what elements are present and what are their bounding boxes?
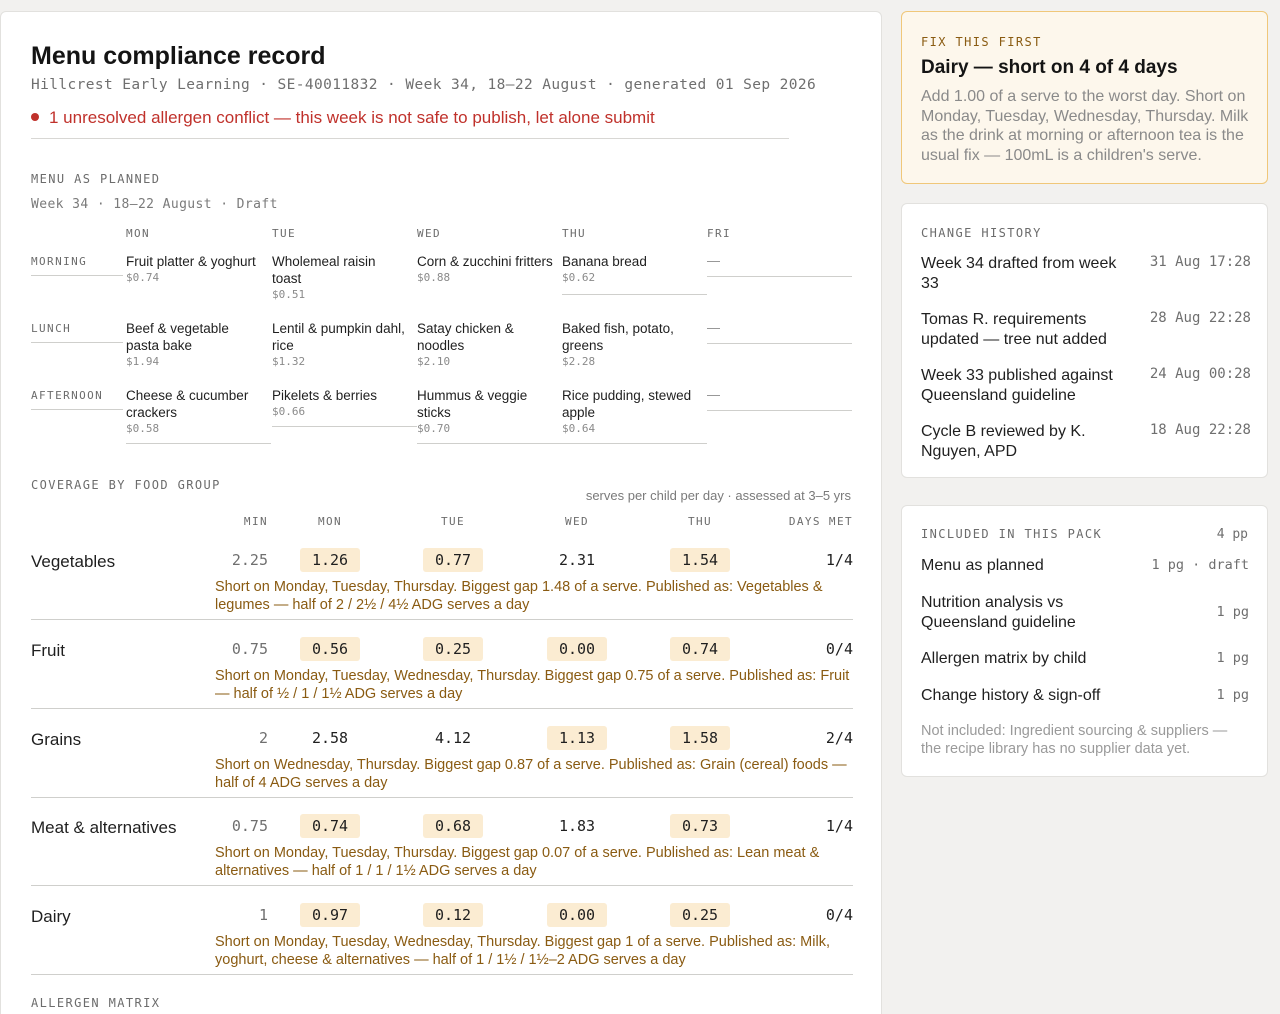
- menu-cell[interactable]: [272, 320, 408, 368]
- history-item[interactable]: [921, 254, 1251, 293]
- col-head-thu: THU: [687, 515, 713, 528]
- fix-first-card[interactable]: [901, 11, 1268, 184]
- serve-value[interactable]: 0.00: [547, 637, 607, 661]
- pack-item[interactable]: [921, 686, 1249, 706]
- cell-divider: [707, 343, 852, 344]
- food-group-min: 0.75: [231, 640, 268, 658]
- fix-label: FIX THIS FIRST: [921, 35, 1042, 49]
- shortfall-note: Short on Wednesday, Thursday. Biggest gap 0.87 of a serve. Published as: Grain (cereal) foods — half of 4 ADG serves a day: [215, 757, 847, 791]
- pack-item-pages: 1 pg: [1216, 687, 1249, 703]
- cell-divider: [707, 276, 852, 277]
- dish-price: $0.74: [126, 271, 160, 284]
- meal-label-afternoon: AFTERNOON: [31, 389, 104, 402]
- serve-value[interactable]: 0.77: [423, 548, 483, 572]
- dish-name: Rice pudding, stewed apple: [562, 388, 692, 420]
- dish-price: $2.10: [417, 355, 451, 368]
- coverage-note: serves per child per day · assessed at 3–5 yrs: [585, 488, 851, 503]
- pack-item-label: Menu as planned: [921, 557, 1044, 574]
- serve-value[interactable]: 0.74: [300, 814, 360, 838]
- group-divider: [31, 797, 853, 798]
- menu-section-label: MENU AS PLANNED: [31, 172, 161, 186]
- cell-divider: [562, 443, 707, 444]
- pack-contents-card: [901, 505, 1268, 777]
- serve-value[interactable]: 1.83: [558, 817, 596, 835]
- dish-name: Baked fish, potato, greens: [562, 321, 674, 353]
- col-head-wed: WED: [564, 515, 590, 528]
- pack-label: INCLUDED IN THIS PACK: [921, 527, 1103, 541]
- menu-week-label: Week 34 · 18–22 August · Draft: [31, 197, 278, 212]
- serve-value[interactable]: 0.97: [300, 903, 360, 927]
- serve-value[interactable]: 2.58: [311, 729, 349, 747]
- col-head-mon: MON: [317, 515, 343, 528]
- menu-cell[interactable]: [417, 253, 553, 284]
- food-group-name: Vegetables: [31, 552, 116, 571]
- dish-name: Fruit platter & yoghurt: [126, 254, 256, 269]
- pack-item-pages: 1 pg · draft: [1151, 557, 1249, 573]
- shortfall-note: Short on Monday, Tuesday, Wednesday, Thursday. Biggest gap 0.75 of a serve. Published as: Fruit — half of ½ / 1 / 1½ ADG serves a day: [215, 668, 850, 702]
- menu-day-tue: TUE: [272, 227, 297, 240]
- dish-price: $0.58: [126, 422, 160, 435]
- alert-dot-icon: [31, 113, 39, 121]
- serve-value[interactable]: 0.68: [423, 814, 483, 838]
- pack-item[interactable]: [921, 649, 1249, 669]
- col-head-days-met: DAYS MET: [788, 515, 853, 528]
- serve-value[interactable]: 0.56: [300, 637, 360, 661]
- pack-item[interactable]: [921, 593, 1249, 632]
- days-met-value: 0/4: [825, 906, 853, 924]
- pack-page-count: 4 pp: [1216, 527, 1248, 542]
- row-divider: [31, 409, 123, 410]
- cell-divider: [126, 443, 271, 444]
- menu-cell[interactable]: [126, 387, 262, 435]
- history-item[interactable]: [921, 422, 1251, 461]
- divider: [31, 138, 789, 139]
- serve-value[interactable]: 1.26: [300, 548, 360, 572]
- dish-price: $0.70: [417, 422, 451, 435]
- days-met-value: 0/4: [825, 640, 853, 658]
- food-group-name: Grains: [31, 730, 82, 749]
- allergen-conflict-alert[interactable]: [31, 108, 655, 128]
- days-met-value: 1/4: [825, 551, 853, 569]
- fix-body: Add 1.00 of a serve to the worst day. Short on Monday, Tuesday, Wednesday, Thursday. Milk as the drink at morning or afternoon tea is the usual fix — 100mL is a children's serve.: [921, 88, 1249, 164]
- dish-price: $1.94: [126, 355, 160, 368]
- food-group-min: 2.25: [231, 551, 268, 569]
- pack-item-label: Allergen matrix by child: [921, 650, 1087, 667]
- history-item[interactable]: [921, 310, 1251, 349]
- dish-price: $0.62: [562, 271, 596, 284]
- pack-item-pages: 1 pg: [1216, 604, 1249, 620]
- history-text: Cycle B reviewed by K. Nguyen, APD: [921, 423, 1086, 460]
- food-group-min: 0.75: [231, 817, 268, 835]
- compliance-record-panel: [0, 11, 882, 1014]
- history-item[interactable]: [921, 366, 1251, 405]
- history-label: CHANGE HISTORY: [921, 226, 1042, 240]
- menu-day-thu: THU: [562, 227, 587, 240]
- dish-name: Corn & zucchini fritters: [417, 254, 553, 269]
- serve-value[interactable]: 0.73: [670, 814, 730, 838]
- fix-title: Dairy — short on 4 of 4 days: [921, 57, 1178, 78]
- food-group-name: Dairy: [31, 907, 71, 926]
- record-subtitle: Hillcrest Early Learning · SE-40011832 · Week 34, 18–22 August · generated 01 Sep 2026: [31, 77, 817, 93]
- alert-text: 1 unresolved allergen conflict — this week is not safe to publish, let alone submit: [49, 108, 655, 127]
- cell-divider: [562, 294, 707, 295]
- dish-price: $2.28: [562, 355, 596, 368]
- history-text: Week 34 drafted from week 33: [921, 255, 1117, 292]
- row-divider: [31, 342, 123, 343]
- group-divider: [31, 885, 853, 886]
- empty-cell[interactable]: —: [707, 320, 720, 335]
- menu-day-fri: FRI: [707, 227, 732, 240]
- serve-value[interactable]: 1.58: [670, 726, 730, 750]
- shortfall-note: Short on Monday, Tuesday, Thursday. Biggest gap 0.07 of a serve. Published as: Lean meat & alternatives — half of 1 / 1 / 1½ ADG serves a day: [215, 845, 820, 879]
- empty-cell[interactable]: —: [707, 253, 720, 268]
- food-group-name: Meat & alternatives: [31, 818, 177, 837]
- col-head-tue: TUE: [440, 515, 466, 528]
- food-group-min: 2: [258, 729, 268, 747]
- pack-exclusion-note: Not included: Ingredient sourcing & suppliers — the recipe library has no supplier data yet.: [921, 723, 1228, 757]
- history-time: 31 Aug 17:28: [1149, 254, 1251, 270]
- dish-price: $0.64: [562, 422, 596, 435]
- serve-value[interactable]: 0.00: [547, 903, 607, 927]
- serve-value[interactable]: 0.12: [423, 903, 483, 927]
- col-head-min: MIN: [243, 515, 268, 528]
- serve-value[interactable]: 2.31: [558, 551, 596, 569]
- days-met-value: 2/4: [825, 729, 853, 747]
- dish-price: $0.88: [417, 271, 451, 284]
- cell-divider: [417, 443, 562, 444]
- dish-name: Lentil & pumpkin dahl, rice: [272, 321, 405, 353]
- serve-value[interactable]: 1.13: [547, 726, 607, 750]
- menu-cell[interactable]: [417, 387, 553, 435]
- serve-value[interactable]: 1.54: [670, 548, 730, 572]
- menu-cell[interactable]: [126, 320, 262, 368]
- pack-item-label: Change history & sign-off: [921, 687, 1101, 704]
- meal-label-morning: MORNING: [31, 255, 88, 268]
- food-group-name: Fruit: [31, 641, 65, 660]
- dish-price: $1.32: [272, 355, 306, 368]
- shortfall-note: Short on Monday, Tuesday, Wednesday, Thursday. Biggest gap 1 of a serve. Published as: Milk, yoghurt, cheese & alternatives — half of 1 / 1½ / 1½–2 ADG serves a day: [215, 934, 830, 968]
- dish-name: Wholemeal raisin toast: [272, 254, 376, 286]
- serve-value[interactable]: 0.25: [423, 637, 483, 661]
- menu-cell[interactable]: [417, 320, 553, 368]
- dish-price: $0.66: [272, 405, 306, 418]
- history-text: Week 33 published against Queensland guideline: [921, 367, 1113, 404]
- dish-name: Beef & vegetable pasta bake: [126, 321, 229, 353]
- group-divider: [31, 619, 853, 620]
- dish-name: Banana bread: [562, 254, 647, 269]
- pack-item-label: Nutrition analysis vs Queensland guideline: [921, 594, 1076, 631]
- food-group-min: 1: [258, 906, 268, 924]
- meal-label-lunch: LUNCH: [31, 322, 72, 335]
- dish-price: $0.51: [272, 288, 306, 301]
- change-history-card: [901, 203, 1268, 478]
- pack-item-pages: 1 pg: [1216, 650, 1249, 666]
- row-divider: [31, 275, 123, 276]
- group-divider: [31, 708, 853, 709]
- menu-cell[interactable]: [562, 253, 698, 284]
- cell-divider: [272, 426, 417, 427]
- dish-name: Pikelets & berries: [272, 388, 378, 403]
- coverage-section-label: COVERAGE BY FOOD GROUP: [31, 478, 221, 492]
- history-time: 28 Aug 22:28: [1149, 310, 1251, 326]
- menu-cell[interactable]: [272, 253, 408, 301]
- dish-name: Satay chicken & noodles: [417, 321, 514, 353]
- serve-value[interactable]: 0.74: [670, 637, 730, 661]
- group-divider: [31, 974, 853, 975]
- serve-value[interactable]: 4.12: [434, 729, 472, 747]
- menu-cell[interactable]: [562, 320, 698, 368]
- empty-cell[interactable]: —: [707, 387, 720, 402]
- menu-cell[interactable]: [562, 387, 698, 435]
- shortfall-note: Short on Monday, Tuesday, Thursday. Biggest gap 1.48 of a serve. Published as: Vegetables & legumes — half of 2 / 2½ / 4½ ADG serves a day: [215, 579, 823, 613]
- pack-item[interactable]: [921, 556, 1249, 576]
- history-time: 18 Aug 22:28: [1149, 422, 1251, 438]
- dish-name: Hummus & veggie sticks: [417, 388, 528, 420]
- allergen-section-label: ALLERGEN MATRIX: [31, 996, 161, 1010]
- menu-day-mon: MON: [126, 227, 151, 240]
- menu-day-wed: WED: [417, 227, 442, 240]
- dish-name: Cheese & cucumber crackers: [126, 388, 249, 420]
- cell-divider: [707, 410, 852, 411]
- days-met-value: 1/4: [825, 817, 853, 835]
- history-time: 24 Aug 00:28: [1149, 366, 1251, 382]
- menu-cell[interactable]: [272, 387, 408, 418]
- menu-cell[interactable]: [126, 253, 262, 284]
- page-title: Menu compliance record: [31, 42, 326, 70]
- serve-value[interactable]: 0.25: [670, 903, 730, 927]
- history-text: Tomas R. requirements updated — tree nut added: [921, 311, 1107, 348]
